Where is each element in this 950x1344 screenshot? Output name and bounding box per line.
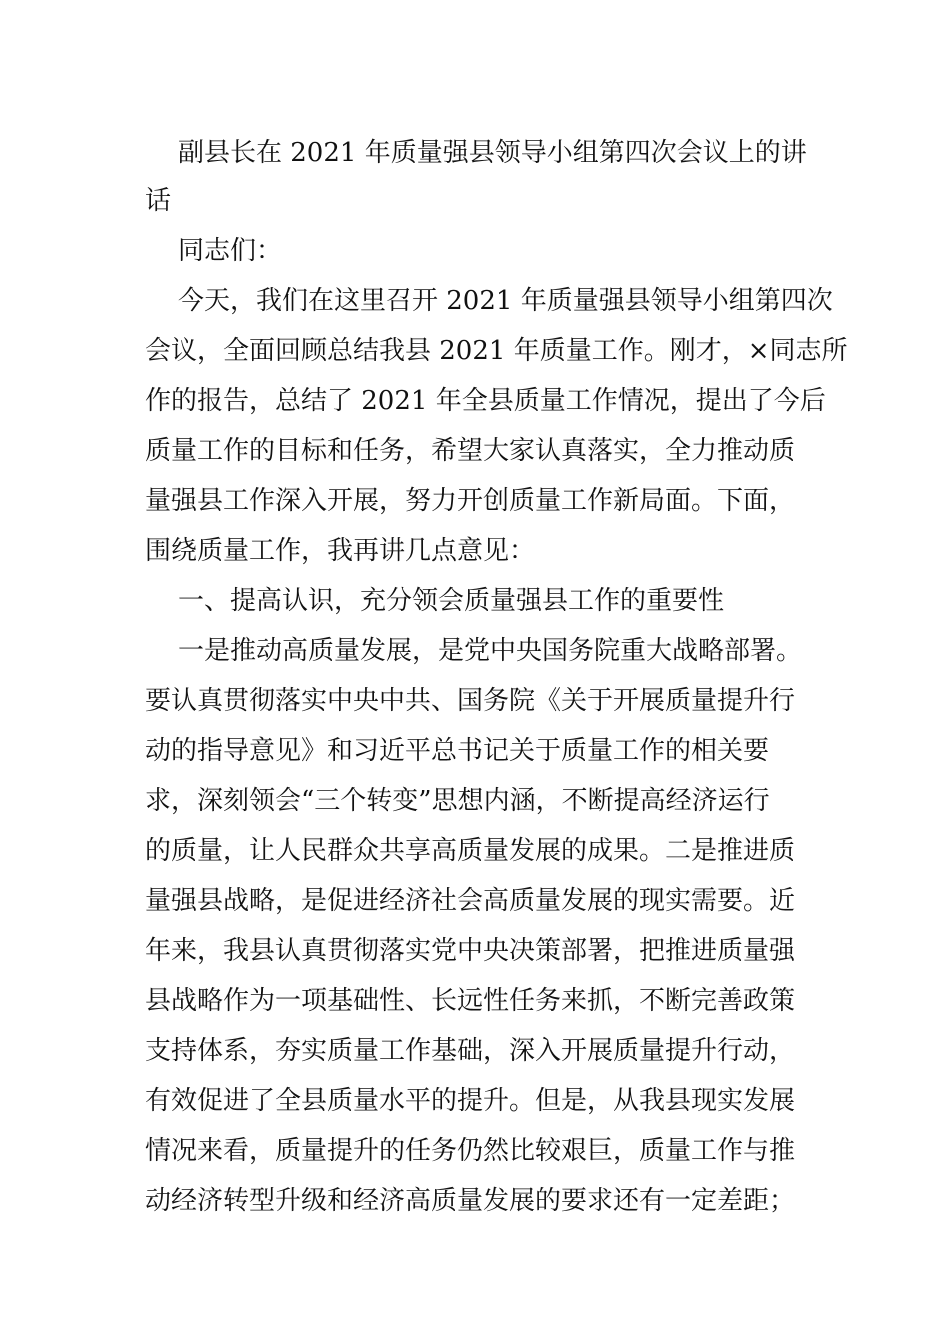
paragraph-2-line-11: 情况来看，质量提升的任务仍然比较艰巨，质量工作与推 <box>145 1136 796 1166</box>
salutation: 同志们： <box>178 236 283 266</box>
paragraph-2-line-8: 县战略作为一项基础性、长远性任务来抓，不断完善政策 <box>145 986 796 1016</box>
paragraph-2-line-4: 求，深刻领会“三个转变”思想内涵，不断提高经济运行 <box>145 786 770 816</box>
paragraph-1-line-4: 质量工作的目标和任务，希望大家认真落实，全力推动质 <box>145 436 796 466</box>
paragraph-2-line-12: 动经济转型升级和经济高质量发展的要求还有一定差距； <box>145 1186 796 1216</box>
paragraph-1-line-2: 会议，全面回顾总结我县 2021 年质量工作。刚才，×同志所 <box>145 336 848 366</box>
paragraph-2-line-2: 要认真贯彻落实中央中共、国务院《关于开展质量提升行 <box>145 686 796 716</box>
document-title-line-1: 副县长在 2021 年质量强县领导小组第四次会议上的讲 <box>178 138 807 168</box>
paragraph-2-line-9: 支持体系，夯实质量工作基础，深入开展质量提升行动， <box>145 1036 796 1066</box>
paragraph-2-line-7: 年来，我县认真贯彻落实党中央决策部署，把推进质量强 <box>145 936 796 966</box>
paragraph-2-line-5: 的质量，让人民群众共享高质量发展的成果。二是推进质 <box>145 836 796 866</box>
paragraph-2-line-3: 动的指导意见》和习近平总书记关于质量工作的相关要 <box>145 736 770 766</box>
paragraph-1-line-6: 围绕质量工作，我再讲几点意见： <box>145 536 536 566</box>
paragraph-2-line-6: 量强县战略，是促进经济社会高质量发展的现实需要。近 <box>145 886 796 916</box>
paragraph-2-line-10: 有效促进了全县质量水平的提升。但是，从我县现实发展 <box>145 1086 796 1116</box>
paragraph-1-line-1: 今天，我们在这里召开 2021 年质量强县领导小组第四次 <box>178 286 833 316</box>
section-1-heading: 一、提高认识，充分领会质量强县工作的重要性 <box>178 586 725 616</box>
paragraph-1-line-3: 作的报告，总结了 2021 年全县质量工作情况，提出了今后 <box>145 386 826 416</box>
document-title-line-2: 话 <box>145 186 172 216</box>
paragraph-2-line-1: 一是推动高质量发展，是党中央国务院重大战略部署。 <box>178 636 803 666</box>
paragraph-1-line-5: 量强县工作深入开展，努力开创质量工作新局面。下面， <box>145 486 796 516</box>
